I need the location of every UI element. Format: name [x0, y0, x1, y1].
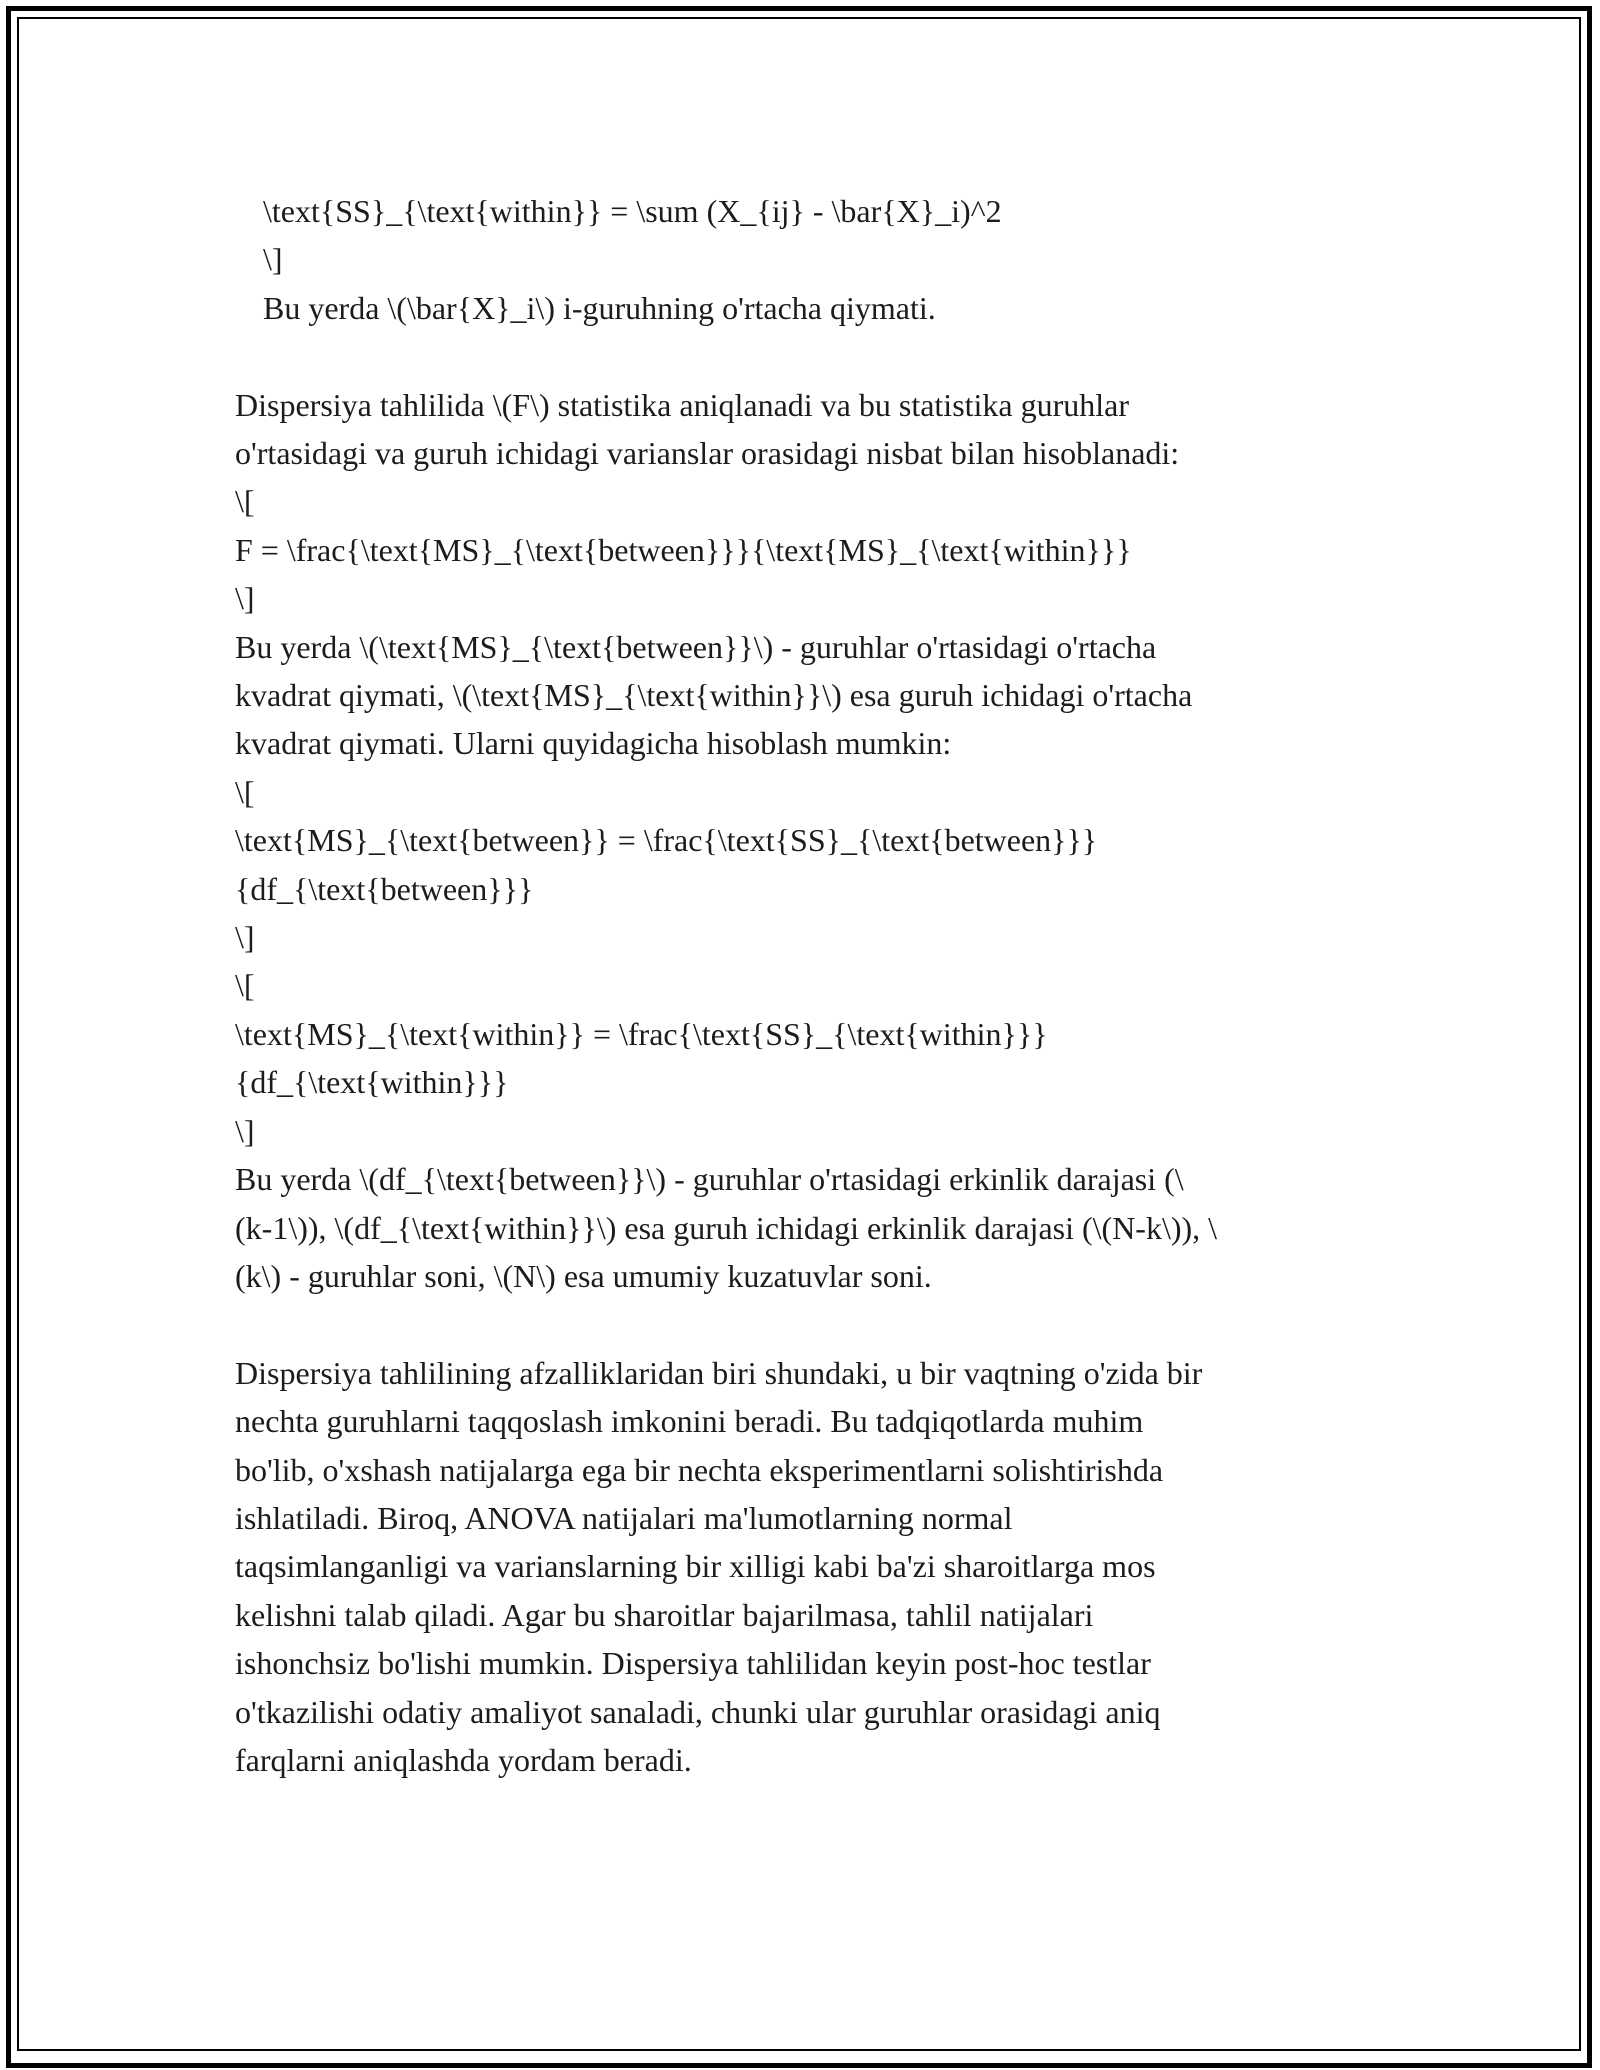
document-body [235, 187, 1375, 1784]
text-line: {df_{\text{within}}} [235, 1064, 509, 1101]
text-line: farqlarni aniqlashda yordam beradi. [235, 1741, 692, 1778]
text-line: \[ [235, 773, 255, 810]
text-line: taqsimlanganligi va varianslarning bir xilligi kabi ba'zi sharoitlarga mos [235, 1548, 1156, 1585]
text-line: \text{SS}_{\text{within}} = \sum (X_{ij} - \bar{X}_i)^2 [263, 193, 1002, 229]
text-line: ishlatiladi. Biroq, ANOVA natijalari ma'lumotlarning normal [235, 1499, 1013, 1536]
text-line: F = \frac{\text{MS}_{\text{between}}}{\text{MS}_{\text{within}}} [235, 531, 1132, 568]
text-line: Bu yerda \(\bar{X}_i\) i-guruhning o'rtacha qiymati. [263, 289, 936, 326]
text-line: \[ [235, 483, 255, 520]
paragraph-f-statistic [235, 381, 1375, 1301]
text-line: bo'lib, o'xshash natijalarga ega bir nechta eksperimentlarni solishtirishda [235, 1451, 1164, 1488]
text-line: kvadrat qiymati. Ularni quyidagicha hisoblash mumkin: [235, 725, 952, 762]
text-line: {df_{\text{between}}} [235, 870, 534, 907]
text-line: \] [263, 241, 283, 278]
paragraph-gap [235, 332, 1375, 380]
text-line: \] [235, 1112, 255, 1149]
text-line: \text{MS}_{\text{between}} = \frac{\text{SS}_{\text{between}}} [235, 822, 1098, 859]
text-line: (k\) - guruhlar soni, \(N\) esa umumiy kuzatuvlar soni. [235, 1257, 932, 1294]
text-line: (k-1\)), \(df_{\text{within}}\) esa guruh ichidagi erkinlik darajasi (\(N-k\)), \ [235, 1209, 1218, 1246]
text-line: nechta guruhlarni taqqoslash imkonini beradi. Bu tadqiqotlarda muhim [235, 1403, 1144, 1440]
paragraph-anova-advantages [235, 1349, 1375, 1785]
text-line: kelishni talab qiladi. Agar bu sharoitlar bajarilmasa, tahlil natijalari [235, 1596, 1094, 1633]
text-line: Bu yerda \(df_{\text{between}}\) - guruhlar o'rtasidagi erkinlik darajasi (\ [235, 1161, 1184, 1198]
text-line: kvadrat qiymati, \(\text{MS}_{\text{within}}\) esa guruh ichidagi o'rtacha [235, 677, 1193, 714]
text-line: \] [235, 580, 255, 617]
text-line: Dispersiya tahlilining afzalliklaridan biri shundaki, u bir vaqtning o'zida bir [235, 1354, 1203, 1391]
text-line: ishonchsiz bo'lishi mumkin. Dispersiya tahlilidan keyin post-hoc testlar [235, 1645, 1151, 1682]
text-line: o'rtasidagi va guruh ichidagi varianslar orasidagi nisbat bilan hisoblanadi: [235, 435, 1180, 472]
text-line: Bu yerda \(\text{MS}_{\text{between}}\) - guruhlar o'rtasidagi o'rtacha [235, 628, 1157, 665]
text-line: \text{MS}_{\text{within}} = \frac{\text{SS}_{\text{within}}} [235, 1015, 1048, 1052]
text-line: o'tkazilishi odatiy amaliyot sanaladi, chunki ular guruhlar orasidagi aniq [235, 1693, 1161, 1730]
text-line: \[ [235, 967, 255, 1004]
paragraph-gap [235, 1300, 1375, 1348]
text-line: \] [235, 919, 255, 956]
text-line: Dispersiya tahlilida \(F\) statistika aniqlanadi va bu statistika guruhlar [235, 386, 1130, 423]
formula-block-ss-within [235, 187, 1375, 332]
